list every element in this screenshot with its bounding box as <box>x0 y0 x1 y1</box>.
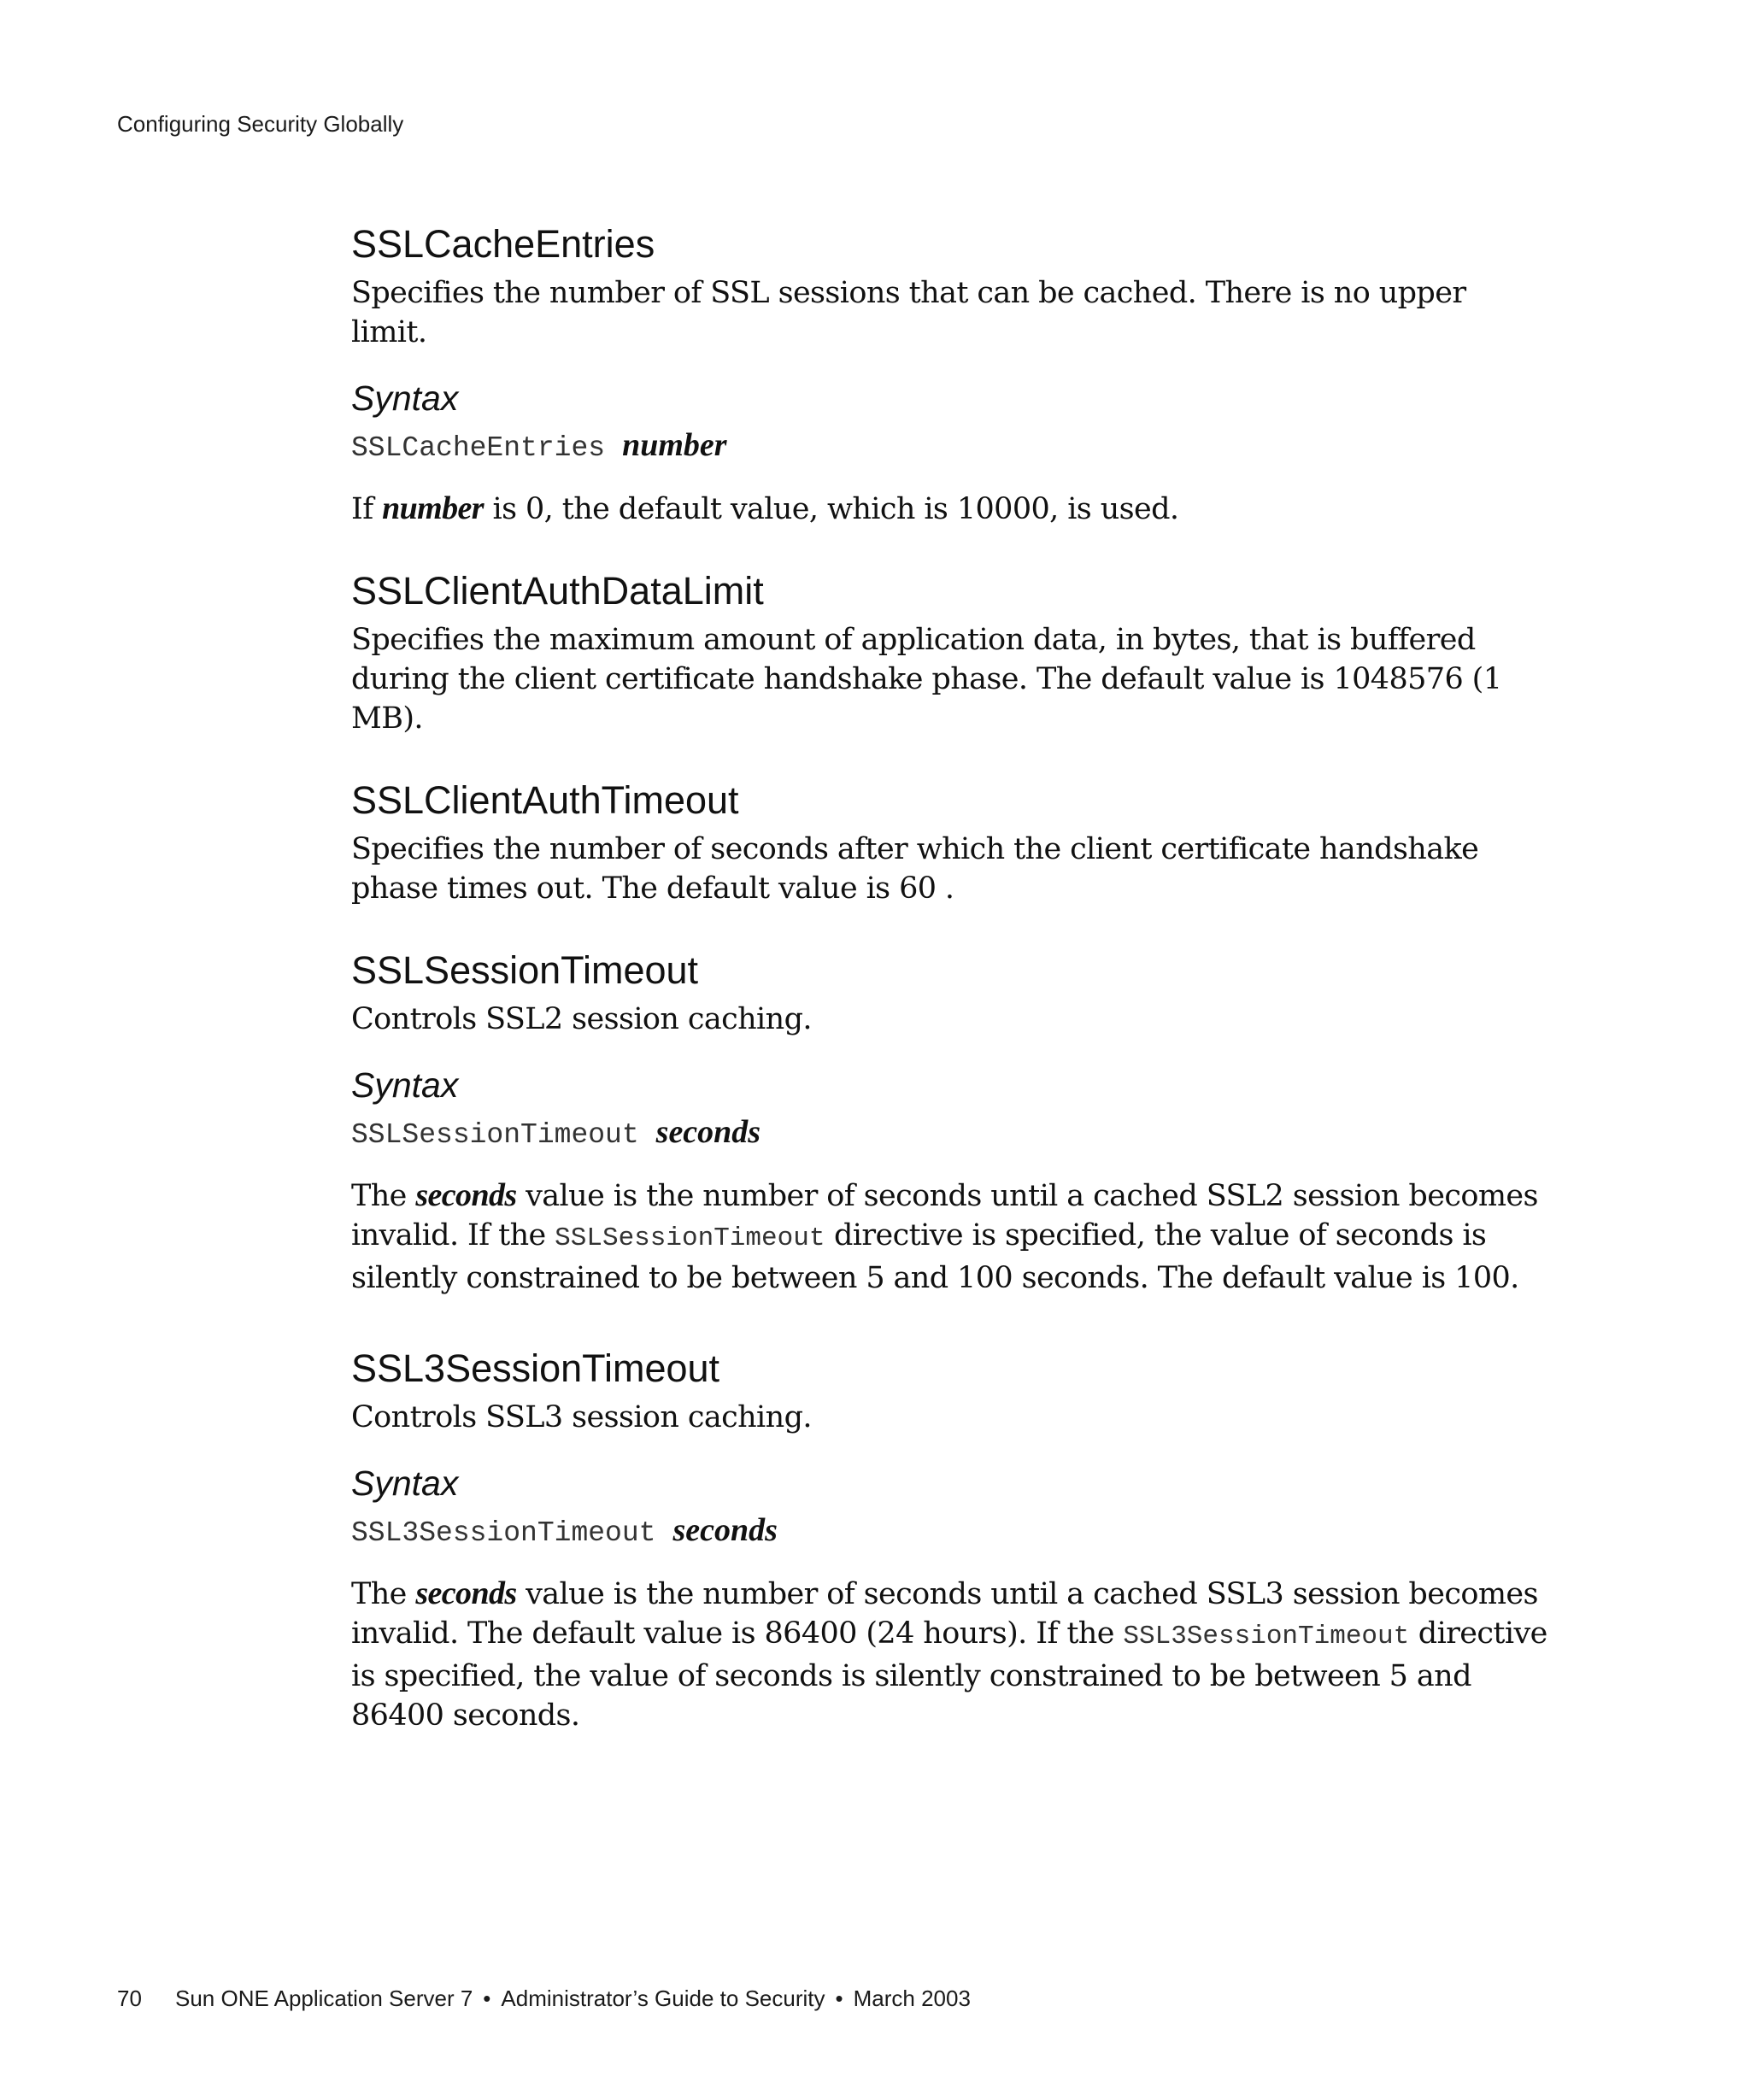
syntax-heading: Syntax <box>351 1065 459 1105</box>
syntax-line <box>351 424 1547 466</box>
syntax-directive: SSLSessionTimeout <box>351 1119 639 1151</box>
note-variable: seconds <box>415 1575 517 1611</box>
section-sslclientauthtimeout <box>351 777 1547 908</box>
syntax-argument: seconds <box>655 1114 761 1150</box>
note-prefix: The <box>351 1577 416 1611</box>
syntax-directive: SSL3SessionTimeout <box>351 1517 656 1549</box>
section-title: SSLCacheEntries <box>351 222 655 266</box>
section-sslsessiontimeout <box>351 947 1547 1298</box>
syntax-argument: seconds <box>672 1512 778 1548</box>
note-suffix: directive is specified, the value of seconds is silently constrained to be between 5 and 100 seconds. The default value is 100. <box>351 1218 1519 1295</box>
syntax-argument: number <box>622 427 727 463</box>
note-inline-code: SSLSessionTimeout <box>555 1223 825 1253</box>
syntax-heading: Syntax <box>351 1464 459 1503</box>
note-middle: value is the number of seconds until a cached SSL2 session becomes invalid. If the <box>351 1179 1538 1252</box>
note-variable: seconds <box>415 1177 517 1213</box>
note-prefix: The <box>351 1179 416 1213</box>
syntax-line <box>351 1111 1547 1153</box>
section-note <box>351 1574 1547 1735</box>
footer-guide: Administrator’s Guide to Security <box>501 1986 825 2011</box>
section-note <box>351 489 1547 529</box>
section-title: SSLClientAuthDataLimit <box>351 569 764 613</box>
note-middle: value is the number of seconds until a cached SSL3 session becomes invalid. The default value is 86400 (24 hours). If the <box>351 1577 1538 1651</box>
section-description: Specifies the number of seconds after which the client certificate handshake phase times out. The default value is 60 . <box>351 832 1479 906</box>
syntax-directive: SSLCacheEntries <box>351 432 606 464</box>
section-ssl3sessiontimeout <box>351 1345 1547 1735</box>
section-sslclientauthdatalimit <box>351 567 1547 738</box>
note-suffix: is 0, the default value, which is 10000, is used. <box>484 492 1179 526</box>
section-title: SSLSessionTimeout <box>351 948 699 992</box>
section-description: Controls SSL2 session caching. <box>351 1002 812 1036</box>
footer-product: Sun ONE Application Server 7 <box>175 1986 473 2011</box>
section-description: Specifies the number of SSL sessions that can be cached. There is no upper limit. <box>351 276 1466 349</box>
note-prefix: If <box>351 492 383 526</box>
page-content <box>351 220 1547 1774</box>
note-suffix: directive is specified, the value of seconds is silently constrained to be between 5 and 86400 seconds. <box>351 1616 1547 1733</box>
section-sslcacheentries <box>351 220 1547 529</box>
note-inline-code: SSL3SessionTimeout <box>1123 1622 1410 1651</box>
page-number: 70 <box>117 1986 142 2011</box>
section-title: SSLClientAuthTimeout <box>351 778 739 822</box>
syntax-heading: Syntax <box>351 378 459 418</box>
footer-date: March 2003 <box>853 1986 971 2011</box>
page-footer <box>117 1984 971 2013</box>
section-description: Controls SSL3 session caching. <box>351 1400 812 1434</box>
note-variable: number <box>382 490 484 526</box>
section-description: Specifies the maximum amount of application data, in bytes, that is buffered during the client certificate handshake phase. The default value is 1048576 (1 MB). <box>351 623 1502 736</box>
footer-separator: • <box>483 1986 491 2011</box>
running-header: Configuring Security Globally <box>117 111 404 137</box>
footer-separator: • <box>835 1986 843 2011</box>
section-title: SSL3SessionTimeout <box>351 1346 720 1390</box>
syntax-line <box>351 1509 1547 1552</box>
section-note <box>351 1176 1547 1298</box>
